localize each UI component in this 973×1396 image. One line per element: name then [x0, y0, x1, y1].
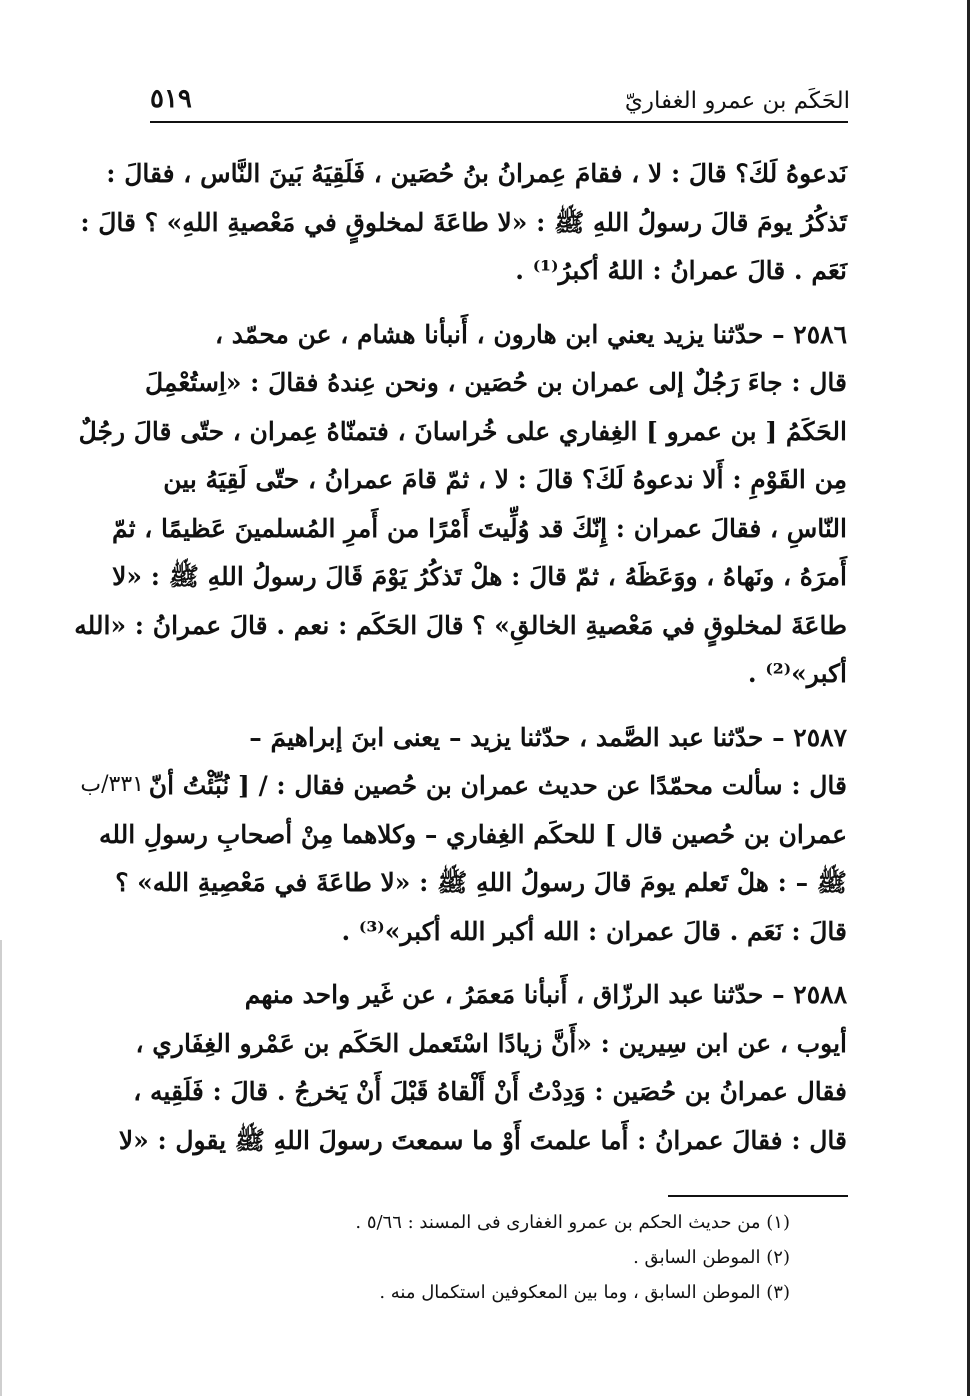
- text-line: قال : سألت محمّدًا عن حديث عمران بن حُصين فقال : / [ نُبِّئْتُ أنّ: [148, 771, 847, 800]
- paragraph-2588: [118, 971, 847, 1165]
- text-line: مِن القَوْمِ : أَلا ندعوهُ لَكَ؟ قالَ : لا ، ثمّ قامَ عمرانُ ، حتّى لَقِيَهُ بين: [163, 465, 847, 494]
- text-line: قالَ : نَعَم . قالَ عمران : الله أكبر الله أكبر»⁽³⁾ .: [341, 916, 847, 946]
- scan-edge-line: [967, 0, 970, 1396]
- text-line: عمران بن حُصين قال ] للحكَم الغِفاري – وكلاهما مِنْ أصحابِ رسولِ الله: [98, 819, 847, 849]
- text-line: أكبر»⁽²⁾ .: [747, 659, 847, 688]
- text-line: طاعَةَ لمخلوقٍ في مَعْصيةِ الخالقِ» ؟ قالَ الحَكَم : نعم . قالَ عمرانُ : «الله: [74, 610, 847, 640]
- running-title: الحَكَم بن عمرو الغفاريّ: [624, 88, 850, 114]
- text-line: فقال عمرانُ بن حُصَين : وَدِدْتُ أَنْ أَلْقاهُ قَبْلَ أَنْ يَخرجُ . قالَ : فَلَقِيه ،: [133, 1077, 847, 1106]
- text-line: ﷺ – : هلْ تَعلم يومَ قالَ رسولُ اللهِ ﷺ : «لا طاعَةَ في مَعْصِيةِ الله» ؟: [115, 868, 847, 897]
- text-line: ٢٥٨٧ – حدّثنا عبد الصَّمد ، حدّثنا يزيد – يعنى ابنَ إبراهيمَ –: [249, 722, 847, 752]
- paragraph-1: [80, 150, 847, 296]
- text-line: الحَكَمُ [ بن عمرو ] الغِفاري على خُراسانَ ، فتمنّاهُ عِمران ، حتّى قالَ رجُلٌ: [78, 416, 847, 446]
- footnotes: [300, 1205, 790, 1310]
- page-number: ٥١٩: [150, 84, 192, 114]
- text-line: تَذكُرُ يومَ قالَ رسولُ اللهِ ﷺ : «لا طاعَةَ لمخلوقٍ في مَعْصيةِ اللهِ» ؟ قالَ :: [80, 207, 847, 237]
- scan-shadow-line: [0, 940, 2, 1396]
- text-line: النّاسِ ، فقالَ عمران : إِنّكَ قد وُلِّيتَ أَمْرًا من أَمرِ المُسلمينَ عَظيمًا ، ثمّ: [111, 513, 847, 543]
- header-rule: [150, 121, 848, 123]
- text-line: ٢٥٨٨ – حدّثنا عبد الرزّاق ، أَنبأنا مَعمَرُ ، عن غَير واحد منهم: [244, 980, 847, 1009]
- page-header: [150, 78, 850, 114]
- text-line: أيوب ، عن ابن سِيرين : «أَنَّ زيادًا اسْتَعمل الحَكَم بن عَمْرو الغِفَاري ،: [135, 1028, 847, 1058]
- footnote: (٢) الموطن السابق .: [633, 1247, 790, 1268]
- text-line: نَعَم . قالَ عمرانُ : اللهُ أكبرُ⁽¹⁾ .: [515, 256, 847, 285]
- manuscript-folio-note: ٣٣١/ب: [80, 772, 144, 797]
- text-line: قال : فقالَ عمرانُ : أَما علمتَ أَوْ ما سمعتَ رسولَ اللهِ ﷺ يقول : «لا: [118, 1125, 847, 1155]
- text-line: نَدعوهُ لَكَ؟ قالَ : لا ، فقامَ عِمرانُ بنُ حُصَين ، فَلَقِيَهُ بَينَ النَّاس ، فقالَ :: [106, 159, 847, 188]
- footnote: (١) من حديث الحكم بن عمرو الغفارى فى المسند : ٥/٦٦ .: [355, 1212, 790, 1233]
- footnote: (٣) الموطن السابق ، وما بين المعكوفين استكمال منه .: [379, 1282, 790, 1303]
- footnote-rule: [668, 1195, 848, 1197]
- text-line: قال : جاءَ رَجُلٌ إلى عمران بن حُصَين ، ونحن عِندهُ فقالَ : «اِستُعْمِلَ: [144, 368, 847, 397]
- text-line: ٢٥٨٦ – حدّثنا يزيد يعني ابن هارون ، أَنبأنا هشام ، عن محمّد ،: [214, 319, 847, 349]
- paragraph-2586: [74, 311, 847, 699]
- text-line: أَمرَهُ ، ونَهاهُ ، ووَعَظَهُ ، ثمّ قالَ : هلْ تَذكُرُ يَوْمَ قَالَ رسولُ اللهِ ﷺ : «لا: [112, 562, 847, 591]
